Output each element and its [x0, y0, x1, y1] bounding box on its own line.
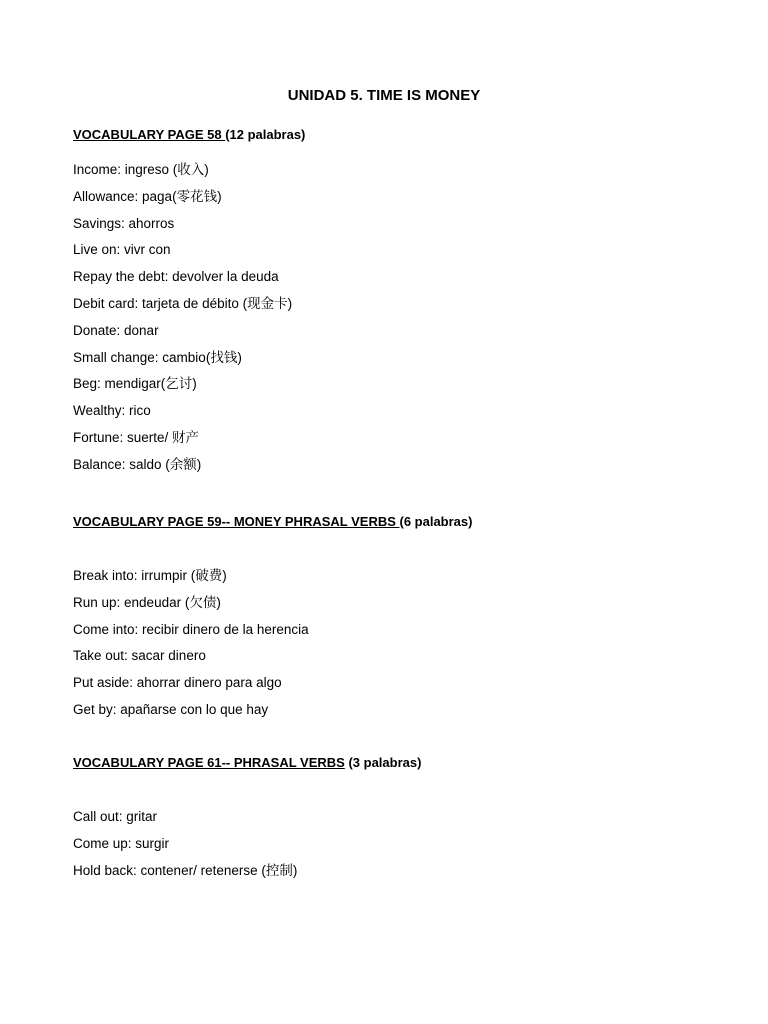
section-word-count: (12 palabras)	[225, 127, 306, 142]
vocabulary-entry: Come into: recibir dinero de la herencia	[73, 621, 309, 637]
vocabulary-entry: Wealthy: rico	[73, 403, 151, 419]
vocabulary-list-page-59	[73, 567, 309, 728]
vocabulary-entry: Debit card: tarjeta de débito (现金卡)	[73, 295, 293, 311]
vocabulary-list-page-61	[73, 808, 297, 888]
page-title: UNIDAD 5. TIME IS MONEY	[287, 87, 481, 104]
section-heading-label: VOCABULARY PAGE 61-- PHRASAL VERBS	[73, 755, 345, 770]
vocabulary-entry: Call out: gritar	[73, 809, 158, 824]
vocabulary-entry: Come up: surgir	[73, 835, 170, 851]
vocabulary-entry: Beg: mendigar(乞讨)	[73, 376, 197, 392]
section-heading-page-58	[73, 126, 305, 144]
vocabulary-entry: Live on: vivr con	[73, 242, 171, 258]
vocabulary-entry: Savings: ahorros	[73, 215, 175, 231]
vocabulary-entry: Balance: saldo (余额)	[73, 456, 202, 472]
vocabulary-entry: Small change: cambio(找钱)	[73, 349, 242, 365]
section-word-count: (3 palabras)	[344, 755, 422, 770]
section-word-count: (6 palabras)	[399, 514, 473, 529]
section-heading-label: VOCABULARY PAGE 58	[73, 127, 226, 142]
section-heading-page-59	[73, 513, 472, 531]
vocabulary-entry: Allowance: paga(零花钱)	[73, 188, 222, 204]
vocabulary-entry: Put aside: ahorrar dinero para algo	[73, 675, 282, 691]
section-heading-label: VOCABULARY PAGE 59-- MONEY PHRASAL VERBS	[73, 514, 400, 529]
vocabulary-entry: Hold back: contener/ retenerse (控制)	[73, 862, 298, 878]
vocabulary-entry: Repay the debt: devolver la deuda	[73, 269, 279, 285]
vocabulary-list-page-58	[73, 161, 292, 483]
vocabulary-entry: Get by: apañarse con lo que hay	[73, 701, 269, 717]
vocabulary-entry: Break into: irrumpir (破费)	[73, 568, 227, 583]
vocabulary-entry: Fortune: suerte/ 财产	[73, 429, 200, 445]
section-heading-page-61	[73, 754, 421, 772]
vocabulary-entry: Donate: donar	[73, 322, 159, 338]
vocabulary-entry: Run up: endeudar (欠债)	[73, 594, 221, 610]
vocabulary-entry: Income: ingreso (收入)	[73, 162, 209, 177]
vocabulary-entry: Take out: sacar dinero	[73, 648, 206, 664]
